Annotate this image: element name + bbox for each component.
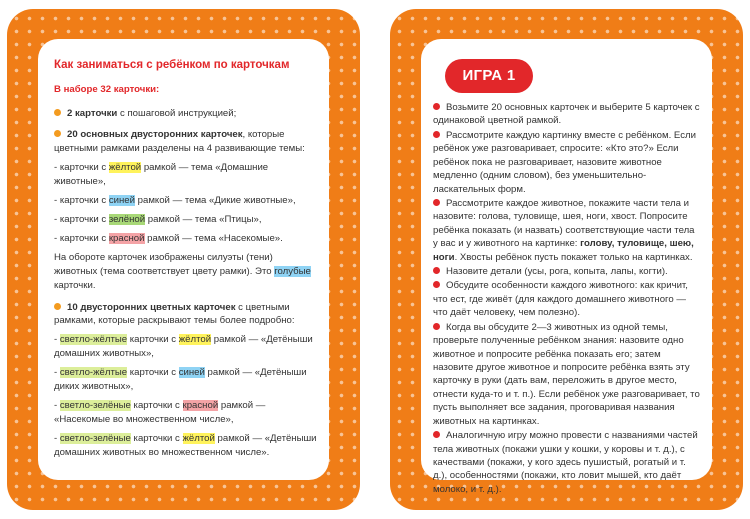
red-bullet-icon [433,267,440,274]
left-subtitle: В наборе 32 карточки: [54,83,160,95]
set-item-1 [54,107,317,121]
detail-line: - светло-жёлтые карточки с синей рамкой — «Детёныши диких животных», [54,367,307,393]
set-item-3-text: с цветными рамками, которые раскрывают темы более подробно: [54,301,295,327]
theme-line: - карточки с жёлтой рамкой — тема «Домашние животные», [54,162,269,188]
set-item-1-text: с пошаговой инструкцией; [117,107,237,119]
red-bullet-icon [433,199,440,206]
right-card-inner [421,39,712,495]
game-step: Возьмите 20 основных карточек и выберите 5 карточек с одинаковой цветной рамкой. [433,102,700,127]
game-step: Когда вы обсудите 2—3 животных из одной темы, проверьте полученные ребёнком знания: назовите одно животное и попросите ребёнка показать его; затем назовите другое животное и попросите ребёнка взять эту карточку в руки (дать вам, переложить в другое место, отнести куда-то и т. п.). Если ребёнок уже разговаривает, то пусть выполняет все задания, проговаривая названия животных на картинках. [433,321,700,427]
red-bullet-icon [433,131,440,138]
highlight-green: зелёной [108,214,146,226]
set-item-1-bold: 2 карточки [67,107,118,119]
red-bullet-icon [433,281,440,288]
game-step: Аналогичную игру можно провести с названиями частей тела животных (покажи ушки у кошки, у коровы и т. д.), с качествами (покажи, у кого здесь пушистый, рогатый и т. д.), особенностями (покажи, кто ловит мышей, кто даёт молоко, и т. д.). [433,430,698,495]
red-bullet-icon [433,323,440,330]
set-item-2 [54,128,317,156]
detail-line: - светло-жёлтые карточки с жёлтой рамкой — «Детёныши домашних животных», [54,334,313,360]
set-item-3-bold: 10 двусторонних цветных карточек [67,301,236,313]
set-item-2-text: , которые цветными рамками разделены на 4 развивающие темы: [54,129,305,155]
set-item-2-bold: 20 основных двусторонних карточек [67,129,243,141]
orange-bullet-icon [54,130,61,137]
highlight-blue: голубые [274,265,311,277]
detail-line: - светло-зелёные карточки с жёлтой рамкой — «Детёныши домашних животных во множественном числе». [54,432,317,458]
left-title: Как заниматься с ребёнком по карточкам [54,59,290,71]
reverse-note: На обороте карточек изображены силуэты (тени) животных (тема соответствует цвету рамки). Это голубые карточки. [54,251,311,291]
orange-bullet-icon [54,109,61,116]
set-item-3 [54,301,317,329]
theme-line: - карточки с красной рамкой — тема «Насекомые». [54,232,283,244]
game-badge: ИГРА 1 [445,59,533,93]
red-bullet-icon [433,431,440,438]
detail-line: - светло-зелёные карточки с красной рамкой — «Насекомые во множественном числе», [54,399,266,425]
highlight-yellow: жёлтой [108,162,142,174]
right-card [390,9,743,510]
theme-line: - карточки с зелёной рамкой — тема «Птицы», [54,214,262,226]
highlight-red: красной [108,232,145,244]
theme-line: - карточки с синей рамкой — тема «Дикие животные», [54,195,296,207]
left-card-inner [38,39,329,480]
red-bullet-icon [433,103,440,110]
game-step: Рассмотрите каждую картинку вместе с ребёнком. Если ребёнок уже разговаривает, спросите: «Кто это?» Если ребёнок пока не разговаривает, назовите животное медленно (одним словом), без уменьшительно-ласкательных форм. [433,129,696,195]
left-card [7,9,360,510]
game-step: Обсудите особенности каждого животного: как кричит, что ест, где живёт (для каждого домашнего животного — что даёт человеку, чем полезно). [433,280,688,319]
game-step: Назовите детали (усы, рога, копыта, лапы, когти). [433,265,700,278]
game-step: Рассмотрите каждое животное, покажите части тела и назовите: голова, туловище, шея, ноги, хвост. Попросите ребёнка показать (и назвать) соответствующие части тела у вас и у животного на картинке: голову, туловище, шею, ноги. Хвосты ребёнок пусть покажет только на картинках. [433,197,695,263]
highlight-blue: синей [108,195,135,207]
orange-bullet-icon [54,303,61,310]
